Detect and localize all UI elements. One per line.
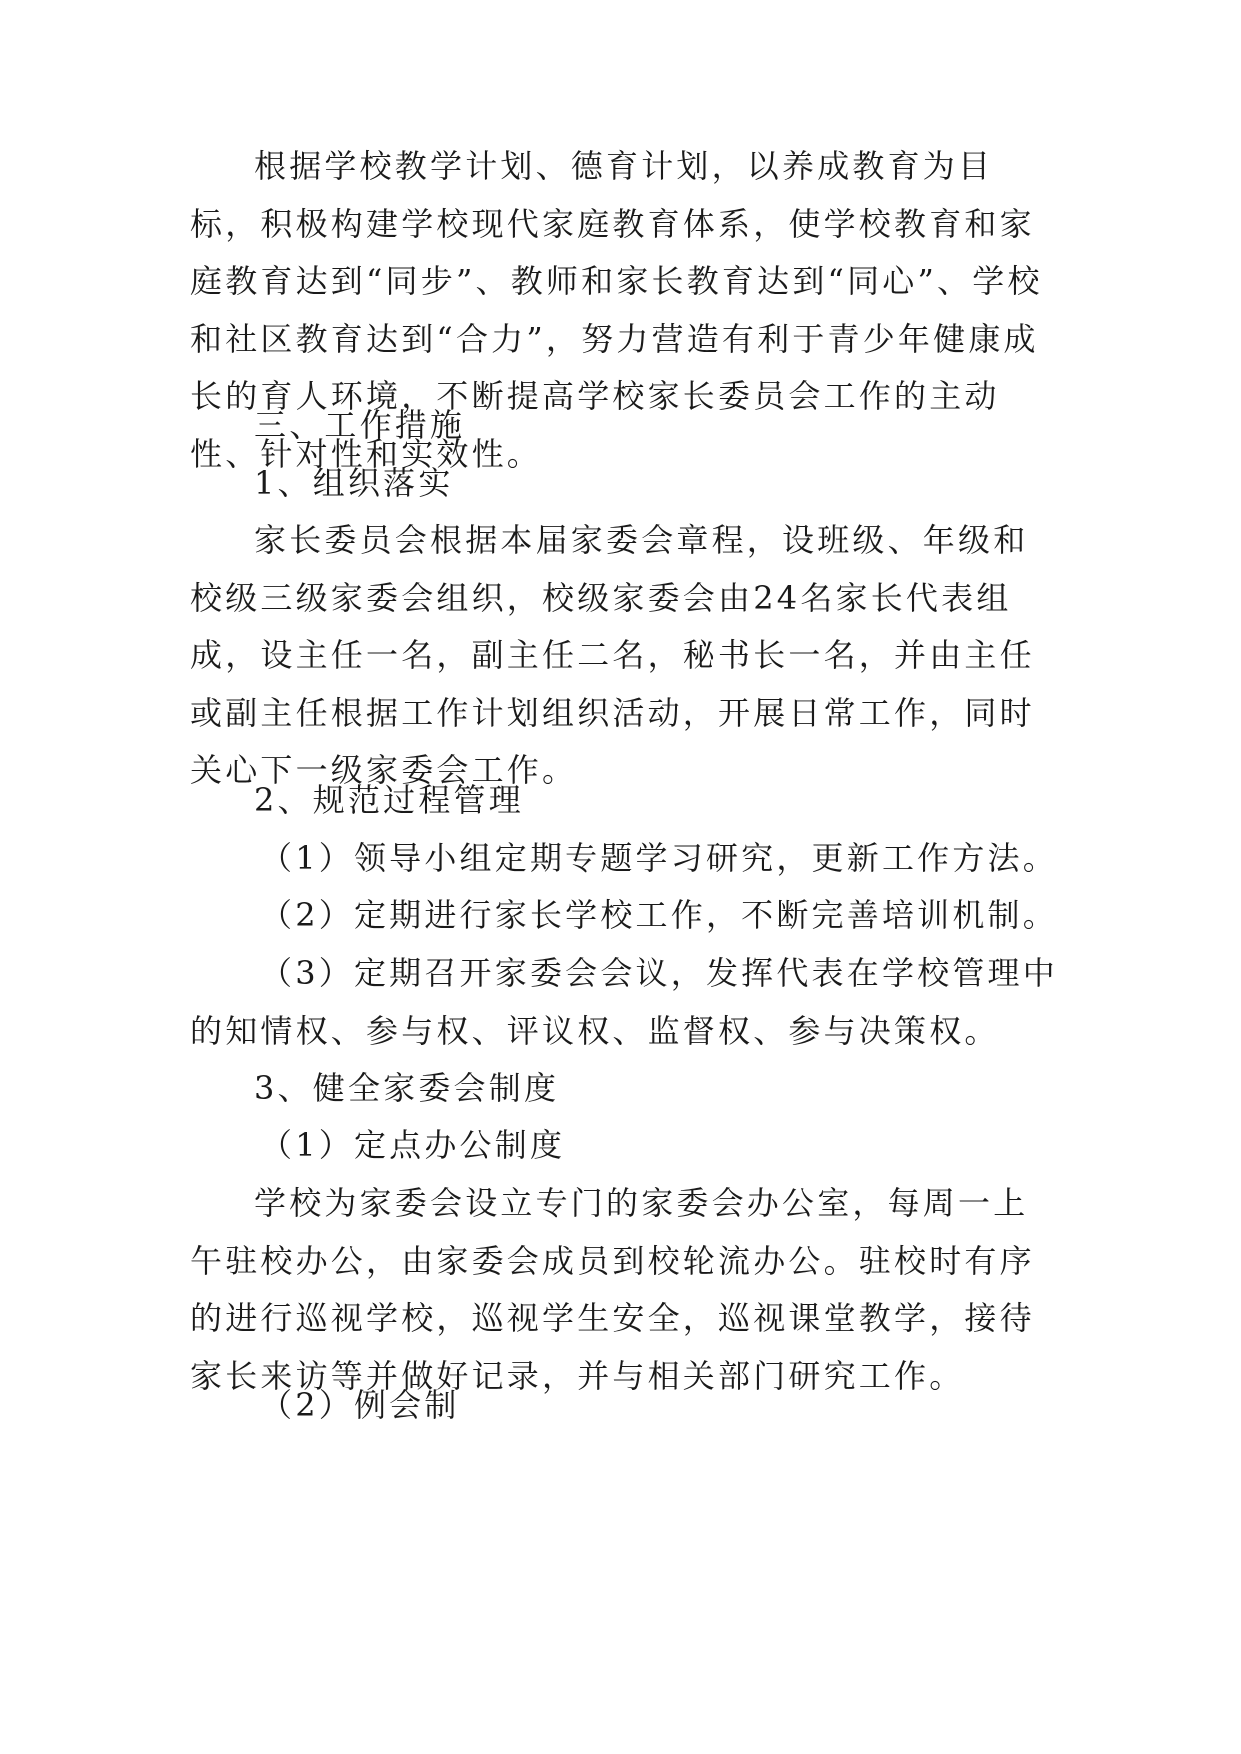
- intro-paragraph: 根据学校教学计划、德育计划，以养成教育为目标，积极构建学校现代家庭教育体系，使学校教育和家庭教育达到“同步”、教师和家长教育达到“同心”、学校和社区教育达到“合力”，努力营造有利于青少年健康成长的育人环境，不断提高学校家长委员会工作的主动性、针对性和实效性。: [190, 147, 1043, 473]
- section-heading-measures: 三、工作措施: [254, 406, 466, 444]
- system-item-1: （1）定点办公制度: [260, 1126, 566, 1164]
- process-item-3: （3）定期召开家委会会议，发挥代表在学校管理中的知情权、参与权、评议权、监督权、参与决策权。: [190, 954, 1058, 1050]
- process-item-2: （2）定期进行家长学校工作，不断完善培训机制。: [260, 896, 1058, 934]
- subheading-system: 3、健全家委会制度: [254, 1069, 560, 1107]
- subheading-organization: 1、组织落实: [254, 464, 454, 502]
- organization-paragraph: 家长委员会根据本届家委会章程，设班级、年级和校级三级家委会组织，校级家委会由24名家长代表组成，设主任一名，副主任二名，秘书长一名，并由主任或副主任根据工作计划组织活动，开展日常工作，同时关心下一级家委会工作。: [190, 521, 1035, 789]
- system-item-2: （2）例会制: [260, 1386, 460, 1424]
- office-paragraph: 学校为家委会设立专门的家委会办公室，每周一上午驻校办公，由家委会成员到校轮流办公。驻校时有序的进行巡视学校，巡视学生安全，巡视课堂教学，接待家长来访等并做好记录，并与相关部门研究工作。: [190, 1184, 1035, 1395]
- subheading-process-management: 2、规范过程管理: [254, 781, 524, 819]
- process-item-1: （1）领导小组定期专题学习研究，更新工作方法。: [260, 839, 1058, 877]
